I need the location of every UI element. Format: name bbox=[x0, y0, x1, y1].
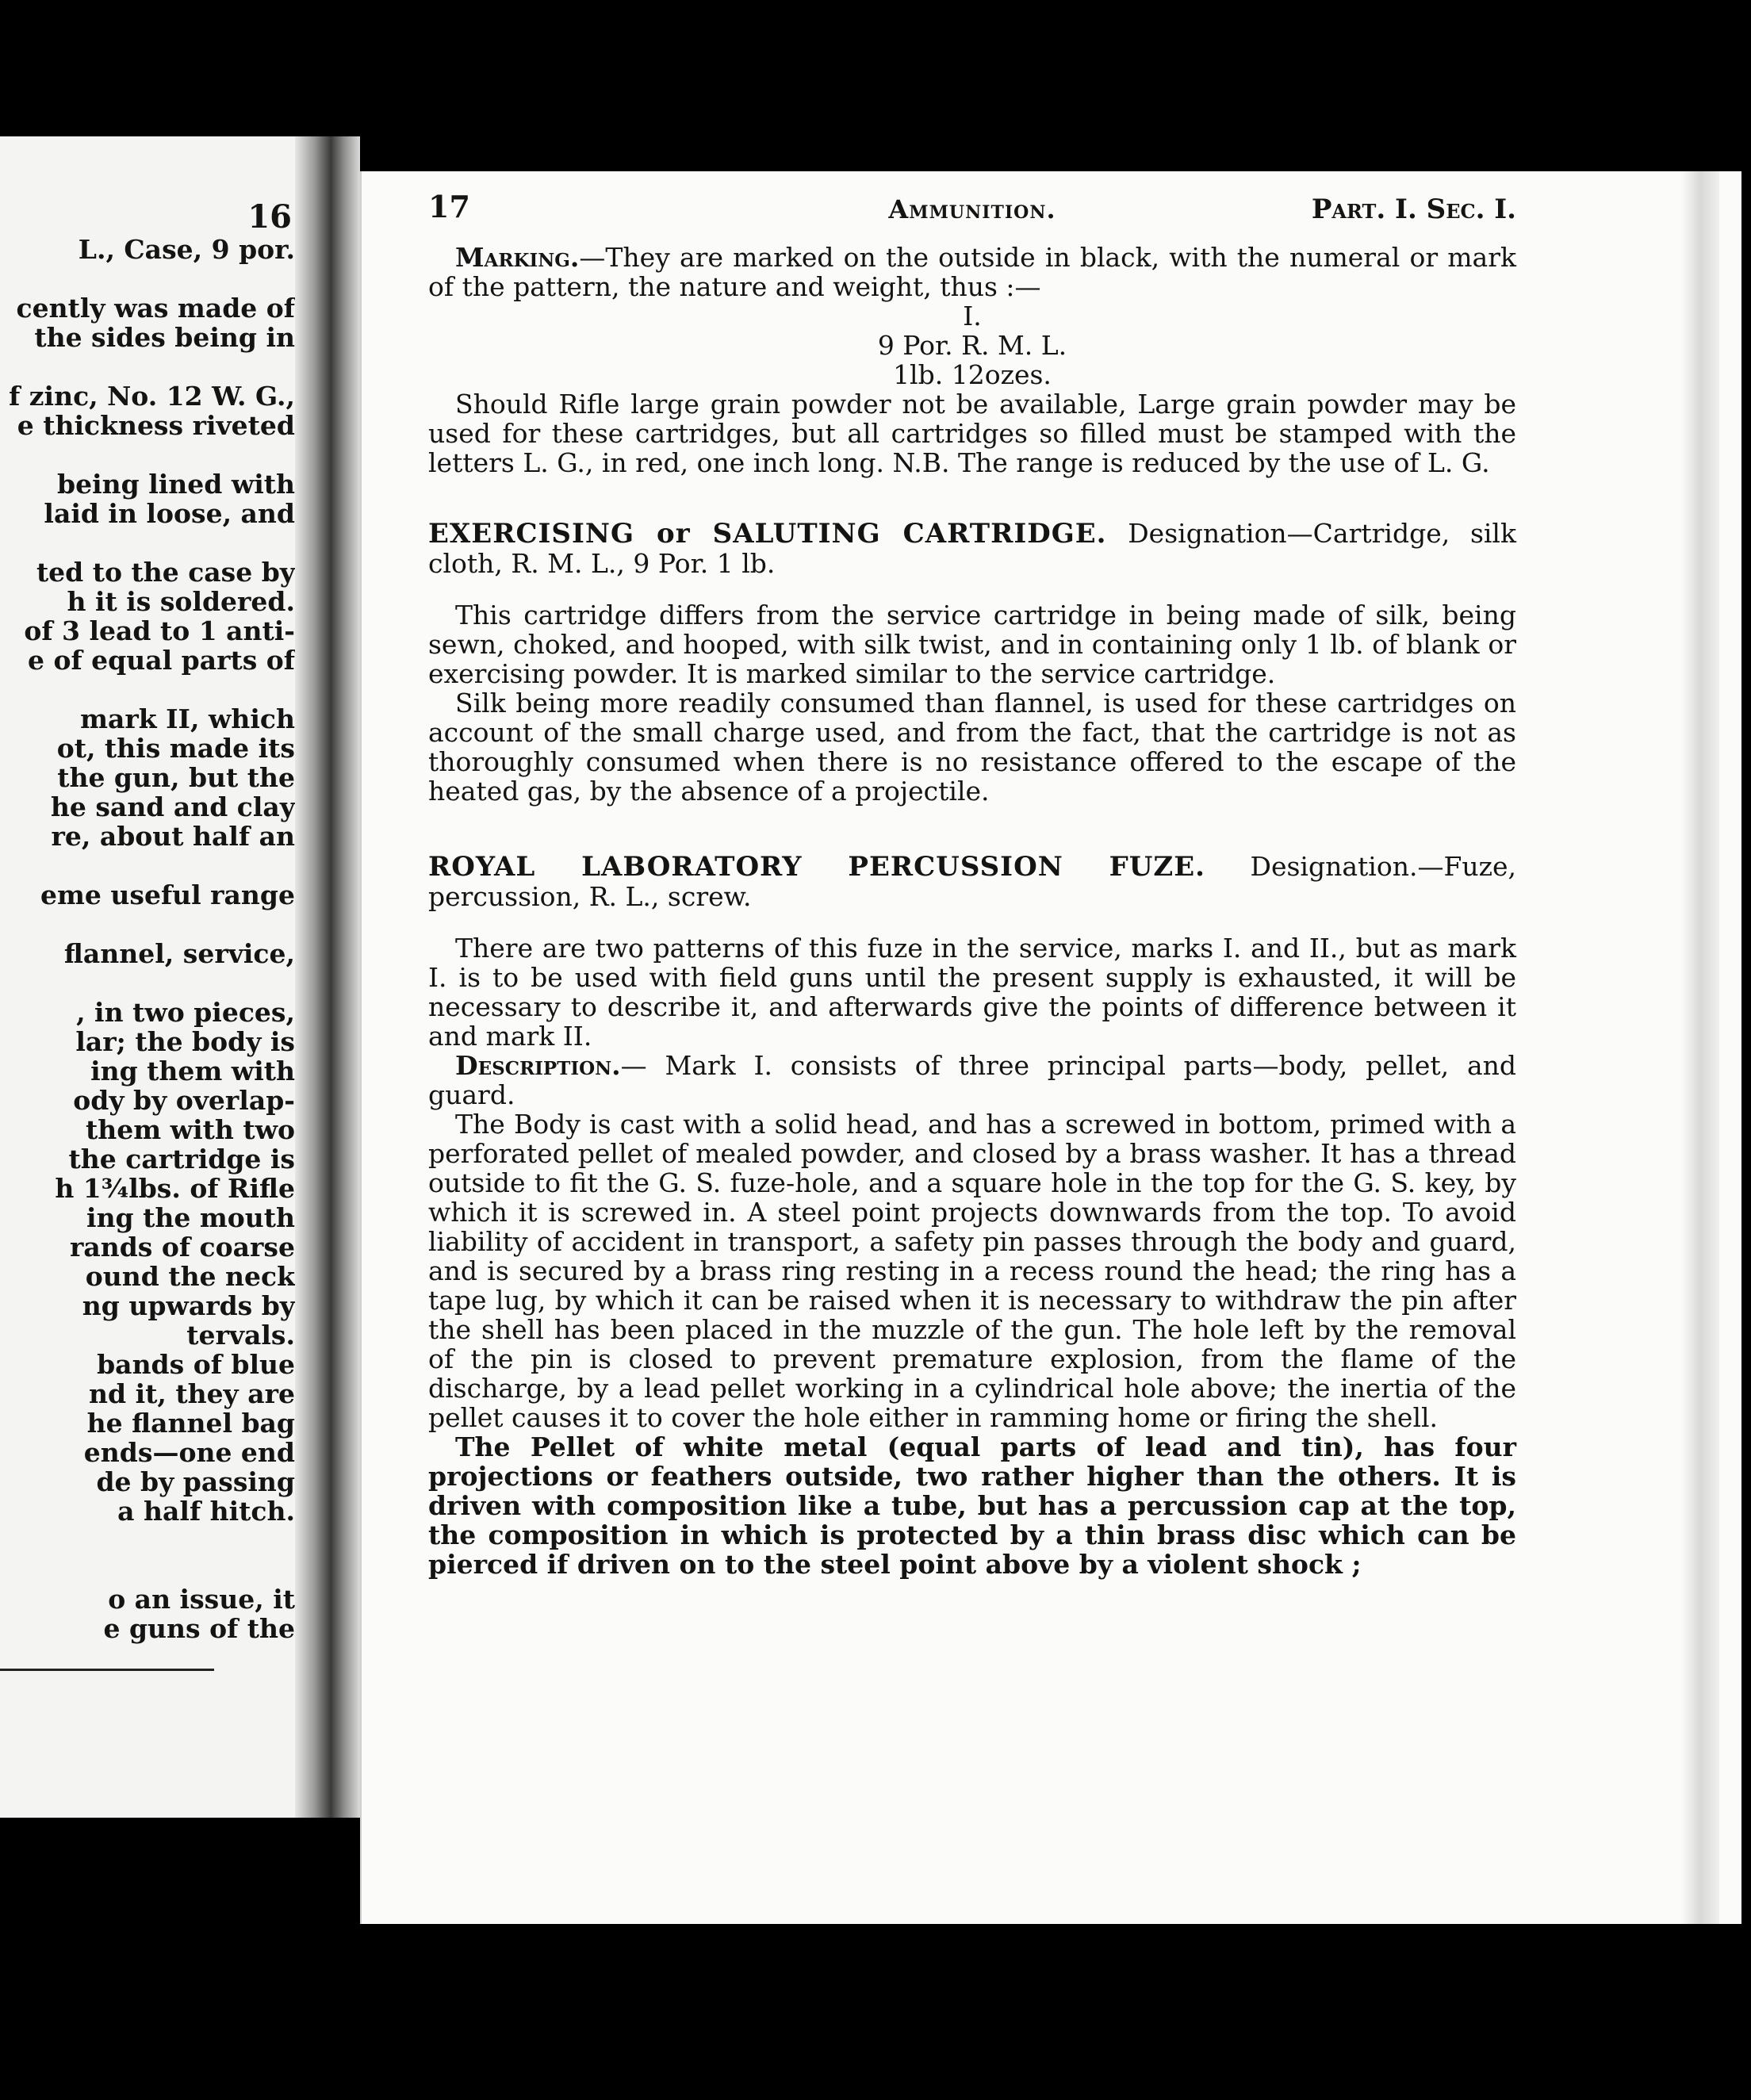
left-line: lar; the body is bbox=[75, 1026, 295, 1057]
marking-section bbox=[428, 243, 1516, 477]
exercising-heading-line bbox=[428, 519, 1516, 578]
left-line: ng upwards by bbox=[82, 1290, 295, 1321]
left-line: the cartridge is bbox=[68, 1144, 295, 1175]
stamp-line-1: I. bbox=[963, 301, 982, 331]
right-page-text bbox=[428, 189, 1516, 1580]
marking-note: Should Rifle large grain powder not be available, Large grain powder may be used for these cartridges, but all cartridges so filled must be stamped with the letters L. G., in red, one inch long. N.B. The range is reduced by the use of L. G. bbox=[428, 389, 1516, 478]
exercising-para-2: Silk being more readily consumed than flannel, is used for these cartridges on account of the small charge used, and from the fact, that the cartridge is not as thoroughly consumed when there is no resistance offered to the escape of the heated gas, by the absence of a projectile. bbox=[428, 688, 1516, 807]
fuze-heading: ROYAL LABORATORY PERCUSSION FUZE. bbox=[428, 851, 1205, 883]
left-line: rands of coarse bbox=[69, 1232, 295, 1263]
left-line: he flannel bag bbox=[86, 1408, 295, 1439]
description-text: — Mark I. consists of three principal parts—body, pellet, and guard. bbox=[428, 1050, 1516, 1110]
exercising-heading: EXERCISING or SALUTING CARTRIDGE. bbox=[428, 518, 1107, 550]
left-line bbox=[0, 851, 295, 880]
left-line: ot, this made its bbox=[56, 733, 295, 764]
fuze-heading-line bbox=[428, 852, 1516, 911]
left-line bbox=[0, 1555, 295, 1585]
left-line: h 1¾lbs. of Rifle bbox=[55, 1173, 295, 1204]
left-line: , in two pieces, bbox=[76, 997, 295, 1028]
left-line: the sides being in bbox=[34, 322, 295, 353]
marking-label: Marking. bbox=[455, 242, 580, 273]
fuze-pellet-para: The Pellet of white metal (equal parts of lead and tin), has four projections or feathers outside, two rather higher than the others. It is driven with composition like a tube, but has a percussion cap at the top, the composition in which is protected by a thin brass disc which can be pierced if driven on to the steel point above by a violent shock ; bbox=[428, 1431, 1516, 1580]
left-line: e guns of the bbox=[103, 1613, 295, 1644]
left-line bbox=[0, 910, 295, 939]
left-line: o an issue, it bbox=[108, 1584, 295, 1615]
stamp-line-2: 9 Por. R. M. L. bbox=[877, 330, 1067, 361]
left-line bbox=[0, 528, 295, 558]
left-line: mark II, which bbox=[80, 703, 295, 734]
left-page bbox=[0, 136, 295, 1818]
right-page bbox=[360, 171, 1741, 1924]
left-line: he sand and clay bbox=[50, 791, 295, 822]
left-line: ody by overlap- bbox=[73, 1085, 295, 1116]
left-line: tervals. bbox=[186, 1320, 295, 1351]
fuze-para-1: There are two patterns of this fuze in the service, marks I. and II., but as mark I. is to be used with field guns until the present supply is exhausted, it will be necessary to describe it, and afterwards give the points of difference between it and mark II. bbox=[428, 933, 1516, 1052]
left-page-number: 16 bbox=[247, 198, 292, 236]
left-line: the gun, but the bbox=[57, 762, 295, 793]
left-line: re, about half an bbox=[51, 821, 295, 852]
left-line bbox=[0, 352, 295, 381]
fuze-body-para: The Body is cast with a solid head, and has a screwed in bottom, primed with a perforated pellet of mealed powder, and closed by a brass washer. It has a thread outside to fit the G. S. fuze-hole, and a square hole in the top for the G. S. key, by which it is screwed in. A steel point projects downwards from the top. To avoid liability of accident in transport, a safety pin passes through the body and guard, and is secured by a brass ring resting in a recess round the head; the ring has a tape lug, by which it can be raised when it is necessary to withdraw the pin after the shell has been placed in the muzzle of the gun. The hole left by the removal of the pin is closed to prevent premature explosion, from the flame of the discharge, by a lead pellet working in a cylindrical hole above; the inertia of the pellet causes it to cover the hole either in ramming home or firing the shell. bbox=[428, 1109, 1516, 1433]
left-line: L., Case, 9 por. bbox=[78, 234, 295, 265]
left-line: them with two bbox=[86, 1114, 295, 1145]
left-line: ing them with bbox=[90, 1056, 295, 1086]
fuze-designation: Designation.—Fuze, percussion, R. L., screw. bbox=[428, 851, 1516, 912]
left-page-rule bbox=[0, 1669, 214, 1671]
left-line: f zinc, No. 12 W. G., bbox=[9, 381, 295, 412]
left-line: de by passing bbox=[96, 1466, 295, 1497]
left-line bbox=[0, 968, 295, 998]
left-line: laid in loose, and bbox=[44, 498, 295, 529]
left-line: being lined with bbox=[57, 469, 295, 500]
marking-paragraph bbox=[428, 243, 1516, 301]
exercising-designation: Designation—Cartridge, silk cloth, R. M. L., 9 Por. 1 lb. bbox=[428, 518, 1516, 579]
left-line: ends—one end bbox=[83, 1437, 295, 1468]
fuze-section bbox=[428, 852, 1516, 1579]
left-line: of 3 lead to 1 anti- bbox=[24, 615, 295, 646]
left-line: e of equal parts of bbox=[27, 645, 295, 676]
fuze-description bbox=[428, 1051, 1516, 1109]
left-line: nd it, they are bbox=[89, 1378, 295, 1409]
left-line: ted to the case by bbox=[36, 557, 295, 588]
running-title: Ammunition. bbox=[888, 194, 1056, 224]
left-line: e thickness riveted bbox=[17, 410, 295, 441]
left-line: h it is soldered. bbox=[67, 586, 295, 617]
description-label: Description. bbox=[455, 1050, 621, 1081]
left-line bbox=[0, 264, 295, 293]
exercising-section bbox=[428, 519, 1516, 806]
stamp-line-3: 1lb. 12ozes. bbox=[893, 359, 1052, 390]
left-line: bands of blue bbox=[97, 1349, 295, 1380]
left-line: cently was made of bbox=[16, 293, 295, 324]
exercising-para-1: This cartridge differs from the service cartridge in being made of silk, being sewn, choked, and hooped, with silk twist, and in containing only 1 lb. of blank or exercising powder. It is marked similar to the service cartridge. bbox=[428, 600, 1516, 689]
left-line bbox=[0, 1526, 295, 1555]
right-page-number: 17 bbox=[428, 189, 470, 224]
marking-text: —They are marked on the outside in black, with the numeral or mark of the pattern, the nature and weight, thus :— bbox=[428, 242, 1516, 302]
part-section: Part. I. Sec. I. bbox=[1311, 194, 1516, 225]
left-line: flannel, service, bbox=[63, 938, 295, 969]
left-line: a half hitch. bbox=[117, 1496, 295, 1527]
left-line: ound the neck bbox=[85, 1261, 295, 1292]
running-head bbox=[428, 189, 1516, 243]
left-line: eme useful range bbox=[40, 879, 295, 910]
left-line bbox=[0, 675, 295, 704]
book-spine bbox=[295, 136, 360, 1818]
left-line: ing the mouth bbox=[86, 1202, 295, 1233]
left-line bbox=[0, 440, 295, 469]
left-page-text bbox=[0, 235, 295, 1643]
page-edge bbox=[1681, 171, 1719, 1924]
